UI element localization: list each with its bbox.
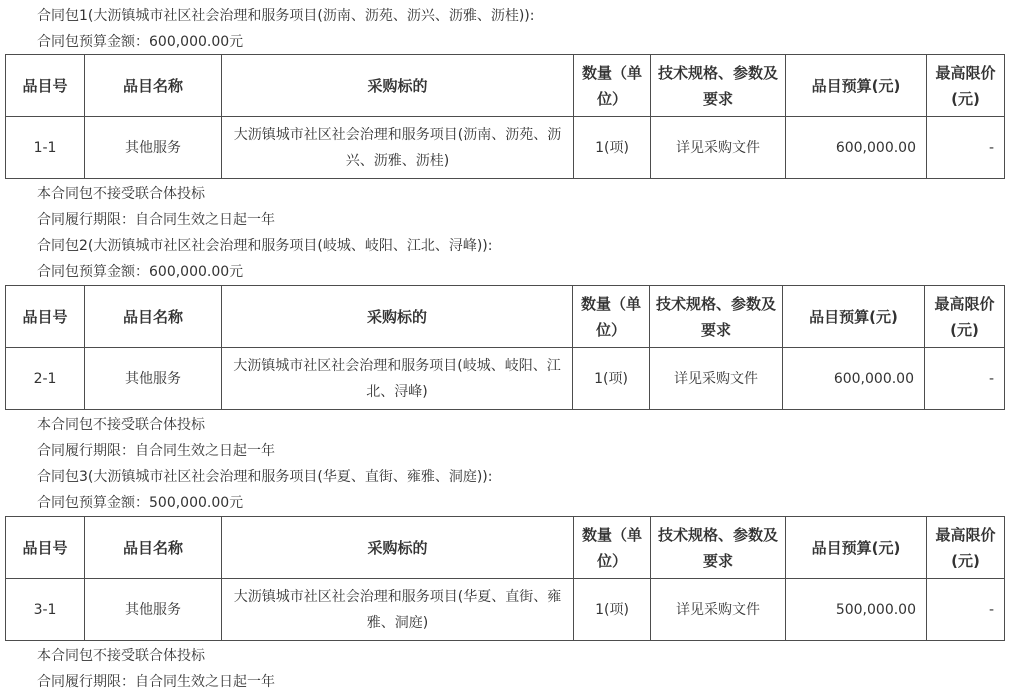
cell-subject: 大沥镇城市社区社会治理和服务项目(沥南、沥苑、沥兴、沥雅、沥桂) <box>222 117 574 179</box>
header-item-name: 品目名称 <box>85 517 222 579</box>
header-subject: 采购标的 <box>222 55 574 117</box>
package-2-title: 合同包2(大沥镇城市社区社会治理和服务项目(岐城、岐阳、江北、浔峰)): <box>37 238 493 254</box>
header-spec: 技术规格、参数及要求 <box>651 55 786 117</box>
cell-quantity: 1(项) <box>573 348 650 410</box>
cell-item-name: 其他服务 <box>85 348 222 410</box>
header-max-price: 最高限价(元) <box>925 286 1005 348</box>
package-3-budget-line: 合同包预算金额：500,000.00元 <box>37 495 244 511</box>
cell-budget: 600,000.00 <box>786 117 927 179</box>
package-2-budget-line: 合同包预算金额：600,000.00元 <box>37 264 244 280</box>
cell-max-price: - <box>927 579 1005 641</box>
header-spec: 技术规格、参数及要求 <box>650 286 783 348</box>
package-2-period: 合同履行期限：自合同生效之日起一年 <box>37 443 275 459</box>
header-spec: 技术规格、参数及要求 <box>651 517 786 579</box>
package-3-table <box>5 516 1005 641</box>
cell-subject: 大沥镇城市社区社会治理和服务项目(岐城、岐阳、江北、浔峰) <box>222 348 573 410</box>
package-3-title: 合同包3(大沥镇城市社区社会治理和服务项目(华夏、直街、雍雅、洞庭)): <box>37 469 493 485</box>
header-budget: 品目预算(元) <box>783 286 925 348</box>
cell-item-name: 其他服务 <box>85 117 222 179</box>
cell-spec: 详见采购文件 <box>651 579 786 641</box>
header-item-no: 品目号 <box>6 517 85 579</box>
header-item-no: 品目号 <box>6 55 85 117</box>
package-1-period: 合同履行期限：自合同生效之日起一年 <box>37 212 275 228</box>
header-max-price: 最高限价(元) <box>927 55 1005 117</box>
cell-max-price: - <box>927 117 1005 179</box>
table-header-row <box>6 55 1005 117</box>
header-item-name: 品目名称 <box>85 286 222 348</box>
cell-item-name: 其他服务 <box>85 579 222 641</box>
package-2-note: 本合同包不接受联合体投标 <box>37 417 205 433</box>
cell-spec: 详见采购文件 <box>650 348 783 410</box>
cell-budget: 600,000.00 <box>783 348 925 410</box>
package-3-note: 本合同包不接受联合体投标 <box>37 648 205 664</box>
header-max-price: 最高限价(元) <box>927 517 1005 579</box>
header-budget: 品目预算(元) <box>786 517 927 579</box>
table-row <box>6 348 1005 410</box>
cell-subject: 大沥镇城市社区社会治理和服务项目(华夏、直街、雍雅、洞庭) <box>222 579 574 641</box>
cell-budget: 500,000.00 <box>786 579 927 641</box>
package-2-table <box>5 285 1005 410</box>
cell-quantity: 1(项) <box>574 117 651 179</box>
cell-item-no: 2-1 <box>6 348 85 410</box>
header-item-name: 品目名称 <box>85 55 222 117</box>
header-quantity: 数量（单位） <box>573 286 650 348</box>
package-1-title: 合同包1(大沥镇城市社区社会治理和服务项目(沥南、沥苑、沥兴、沥雅、沥桂)): <box>37 8 535 24</box>
cell-spec: 详见采购文件 <box>651 117 786 179</box>
header-subject: 采购标的 <box>222 286 573 348</box>
table-row <box>6 117 1005 179</box>
table-header-row <box>6 517 1005 579</box>
header-budget: 品目预算(元) <box>786 55 927 117</box>
header-quantity: 数量（单位） <box>574 517 651 579</box>
package-3-period: 合同履行期限：自合同生效之日起一年 <box>37 674 275 690</box>
header-item-no: 品目号 <box>6 286 85 348</box>
cell-item-no: 3-1 <box>6 579 85 641</box>
package-1-note: 本合同包不接受联合体投标 <box>37 186 205 202</box>
table-header-row <box>6 286 1005 348</box>
package-1-table <box>5 54 1005 179</box>
header-subject: 采购标的 <box>222 517 574 579</box>
cell-max-price: - <box>925 348 1005 410</box>
cell-item-no: 1-1 <box>6 117 85 179</box>
table-row <box>6 579 1005 641</box>
cell-quantity: 1(项) <box>574 579 651 641</box>
header-quantity: 数量（单位） <box>574 55 651 117</box>
package-1-budget-line: 合同包预算金额：600,000.00元 <box>37 34 244 50</box>
